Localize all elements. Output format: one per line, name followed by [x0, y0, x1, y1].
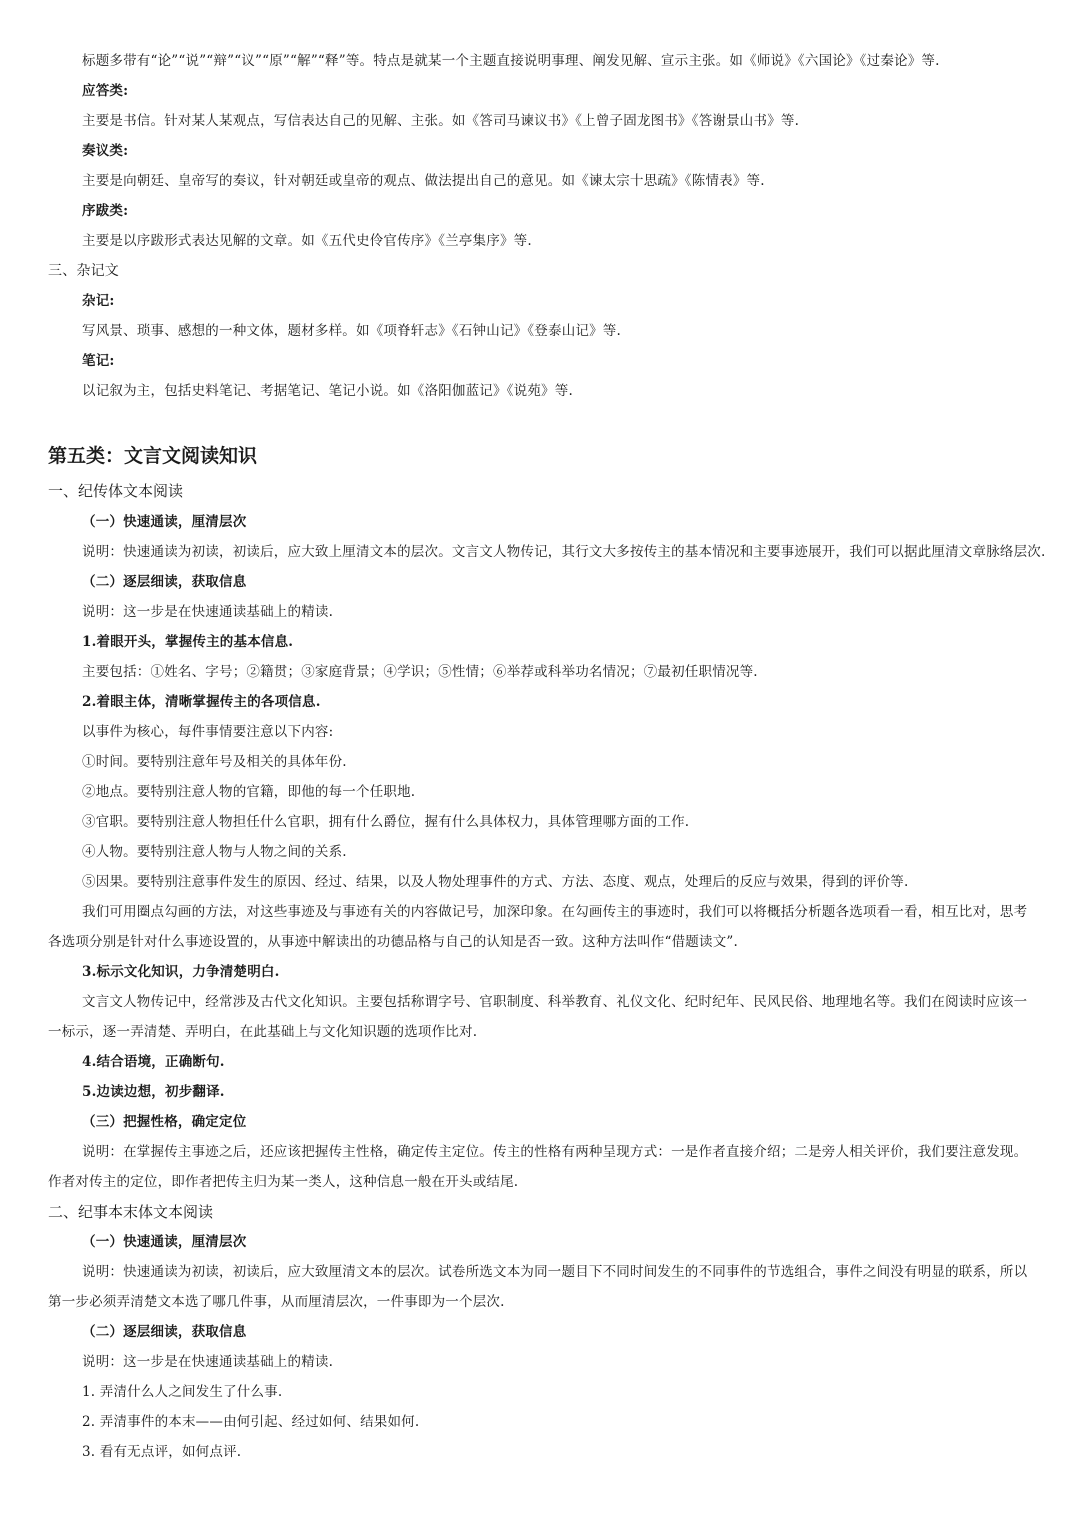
paragraph-response: 主要是书信。针对某人某观点，写信表达自己的见解、主张。如《答司马谏议书》《上曾子固龙图书》《答谢景山书》等.	[82, 113, 800, 129]
paragraph-basic-info: 主要包括：①姓名、字号；②籍贯；③家庭背景；④学识；⑤性情；⑥举荐或科举功名情况；⑦最初任职情况等.	[82, 664, 758, 680]
paragraph-memorial: 主要是向朝廷、皇帝写的奏议，针对朝廷或皇帝的观点、做法提出自己的意见。如《谏太宗十思疏》《陈情表》等.	[82, 173, 765, 189]
subheading-zaji: 杂记:	[82, 293, 115, 309]
point-5-translation: 5.边读边想，初步翻译.	[82, 1084, 225, 1100]
paragraph-character: 说明：在掌握传主事迹之后，还应该把握传主性格，确定传主定位。传主的性格有两种呈现方式：一是作者直接介绍；二是旁人相关评价，我们要注意发现。作者对传主的定位，即作者把传主归为某一类人，这种信息一般在开头或结尾.	[48, 1144, 1028, 1190]
step-quick-reading-2: （一）快速通读，厘清层次	[82, 1234, 247, 1250]
item-time: ①时间。要特别注意年号及相关的具体年份.	[82, 754, 347, 770]
item-office: ③官职。要特别注意人物担任什么官职，拥有什么爵位，握有什么具体权力，具体管理哪方面的工作.	[82, 814, 690, 830]
subheading-biji: 笔记:	[82, 353, 115, 369]
subheading-memorial: 奏议类:	[82, 143, 129, 159]
step-detailed-reading: （二）逐层细读，获取信息	[82, 574, 247, 590]
point-1-opening: 1.着眼开头，掌握传主的基本信息.	[82, 634, 294, 650]
subheading-response: 应答类:	[82, 83, 129, 99]
paragraph-preface: 主要是以序跋形式表达见解的文章。如《五代史伶官传序》《兰亭集序》等.	[82, 233, 532, 249]
item-people: ④人物。要特别注意人物与人物之间的关系.	[82, 844, 347, 860]
list-item-3: 3. 看有无点评，如何点评.	[82, 1444, 242, 1460]
step-detailed-reading-2: （二）逐层细读，获取信息	[82, 1324, 247, 1340]
paragraph-event-core: 以事件为核心，每件事情要注意以下内容:	[82, 724, 334, 740]
step-quick-reading: （一）快速通读，厘清层次	[82, 514, 247, 530]
list-item-2: 2. 弄清事件的本末——由何引起、经过如何、结果如何.	[82, 1414, 420, 1430]
item-cause-effect: ⑤因果。要特别注意事件发生的原因、经过、结果，以及人物处理事件的方式、方法、态度、观点，处理后的反应与效果，得到的评价等.	[82, 874, 909, 890]
point-2-main-body: 2.着眼主体，清晰掌握传主的各项信息.	[82, 694, 321, 710]
subheading-preface: 序跋类:	[82, 203, 129, 219]
paragraph-quick-reading-2: 说明：快速通读为初读，初读后，应大致厘清文本的层次。试卷所选文本为同一题目下不同时间发生的不同事件的节选组合，事件之间没有明显的联系，所以第一步必须弄清楚文本选了哪几件事，从而厘清层次，一件事即为一个层次.	[48, 1264, 1028, 1310]
heading-miscellaneous: 三、杂记文	[48, 263, 119, 279]
paragraph-detailed-reading-2: 说明：这一步是在快速通读基础上的精读.	[82, 1354, 334, 1370]
section-title-classical-reading: 第五类：文言文阅读知识	[48, 445, 258, 467]
item-place: ②地点。要特别注意人物的官籍，即他的每一个任职地.	[82, 784, 416, 800]
heading-biography-reading: 一、纪传体文本阅读	[48, 482, 184, 500]
heading-event-reading: 二、纪事本末体文本阅读	[48, 1203, 214, 1221]
point-4-punctuation: 4.结合语境，正确断句.	[82, 1054, 225, 1070]
step-character: （三）把握性格，确定定位	[82, 1114, 247, 1130]
paragraph-argument-titles: 标题多带有“论”“说”“辩”“议”“原”“解”“释”等。特点是就某一个主题直接说明事理、阐发见解、宣示主张。如《师说》《六国论》《过秦论》等.	[82, 53, 940, 69]
paragraph-culture-knowledge: 文言文人物传记中，经常涉及古代文化知识。主要包括称谓字号、官职制度、科举教育、礼仪文化、纪时纪年、民风民俗、地理地名等。我们在阅读时应该一一标示，逐一弄清楚、弄明白，在此基础上与文化知识题的选项作比对.	[48, 994, 1028, 1040]
list-item-1: 1. 弄清什么人之间发生了什么事.	[82, 1384, 283, 1400]
paragraph-quick-reading: 说明：快速通读为初读，初读后，应大致上厘清文本的层次。文言文人物传记，其行文大多按传主的基本情况和主要事迹展开，我们可以据此厘清文章脉络层次.	[82, 544, 1046, 560]
paragraph-zaji: 写风景、琐事、感想的一种文体，题材多样。如《项脊轩志》《石钟山记》《登泰山记》等.	[82, 323, 621, 339]
point-3-culture: 3.标示文化知识，力争清楚明白.	[82, 964, 280, 980]
paragraph-detailed-reading: 说明：这一步是在快速通读基础上的精读.	[82, 604, 334, 620]
paragraph-biji: 以记叙为主，包括史料笔记、考据笔记、笔记小说。如《洛阳伽蓝记》《说苑》等.	[82, 383, 573, 399]
paragraph-marking-method: 我们可用圈点勾画的方法，对这些事迹及与事迹有关的内容做记号，加深印象。在勾画传主的事迹时，我们可以将概括分析题各选项看一看，相互比对，思考各选项分别是针对什么事迹设置的，从事迹中解读出的功德品格与自己的认知是否一致。这种方法叫作“借题读文”.	[48, 904, 1028, 950]
